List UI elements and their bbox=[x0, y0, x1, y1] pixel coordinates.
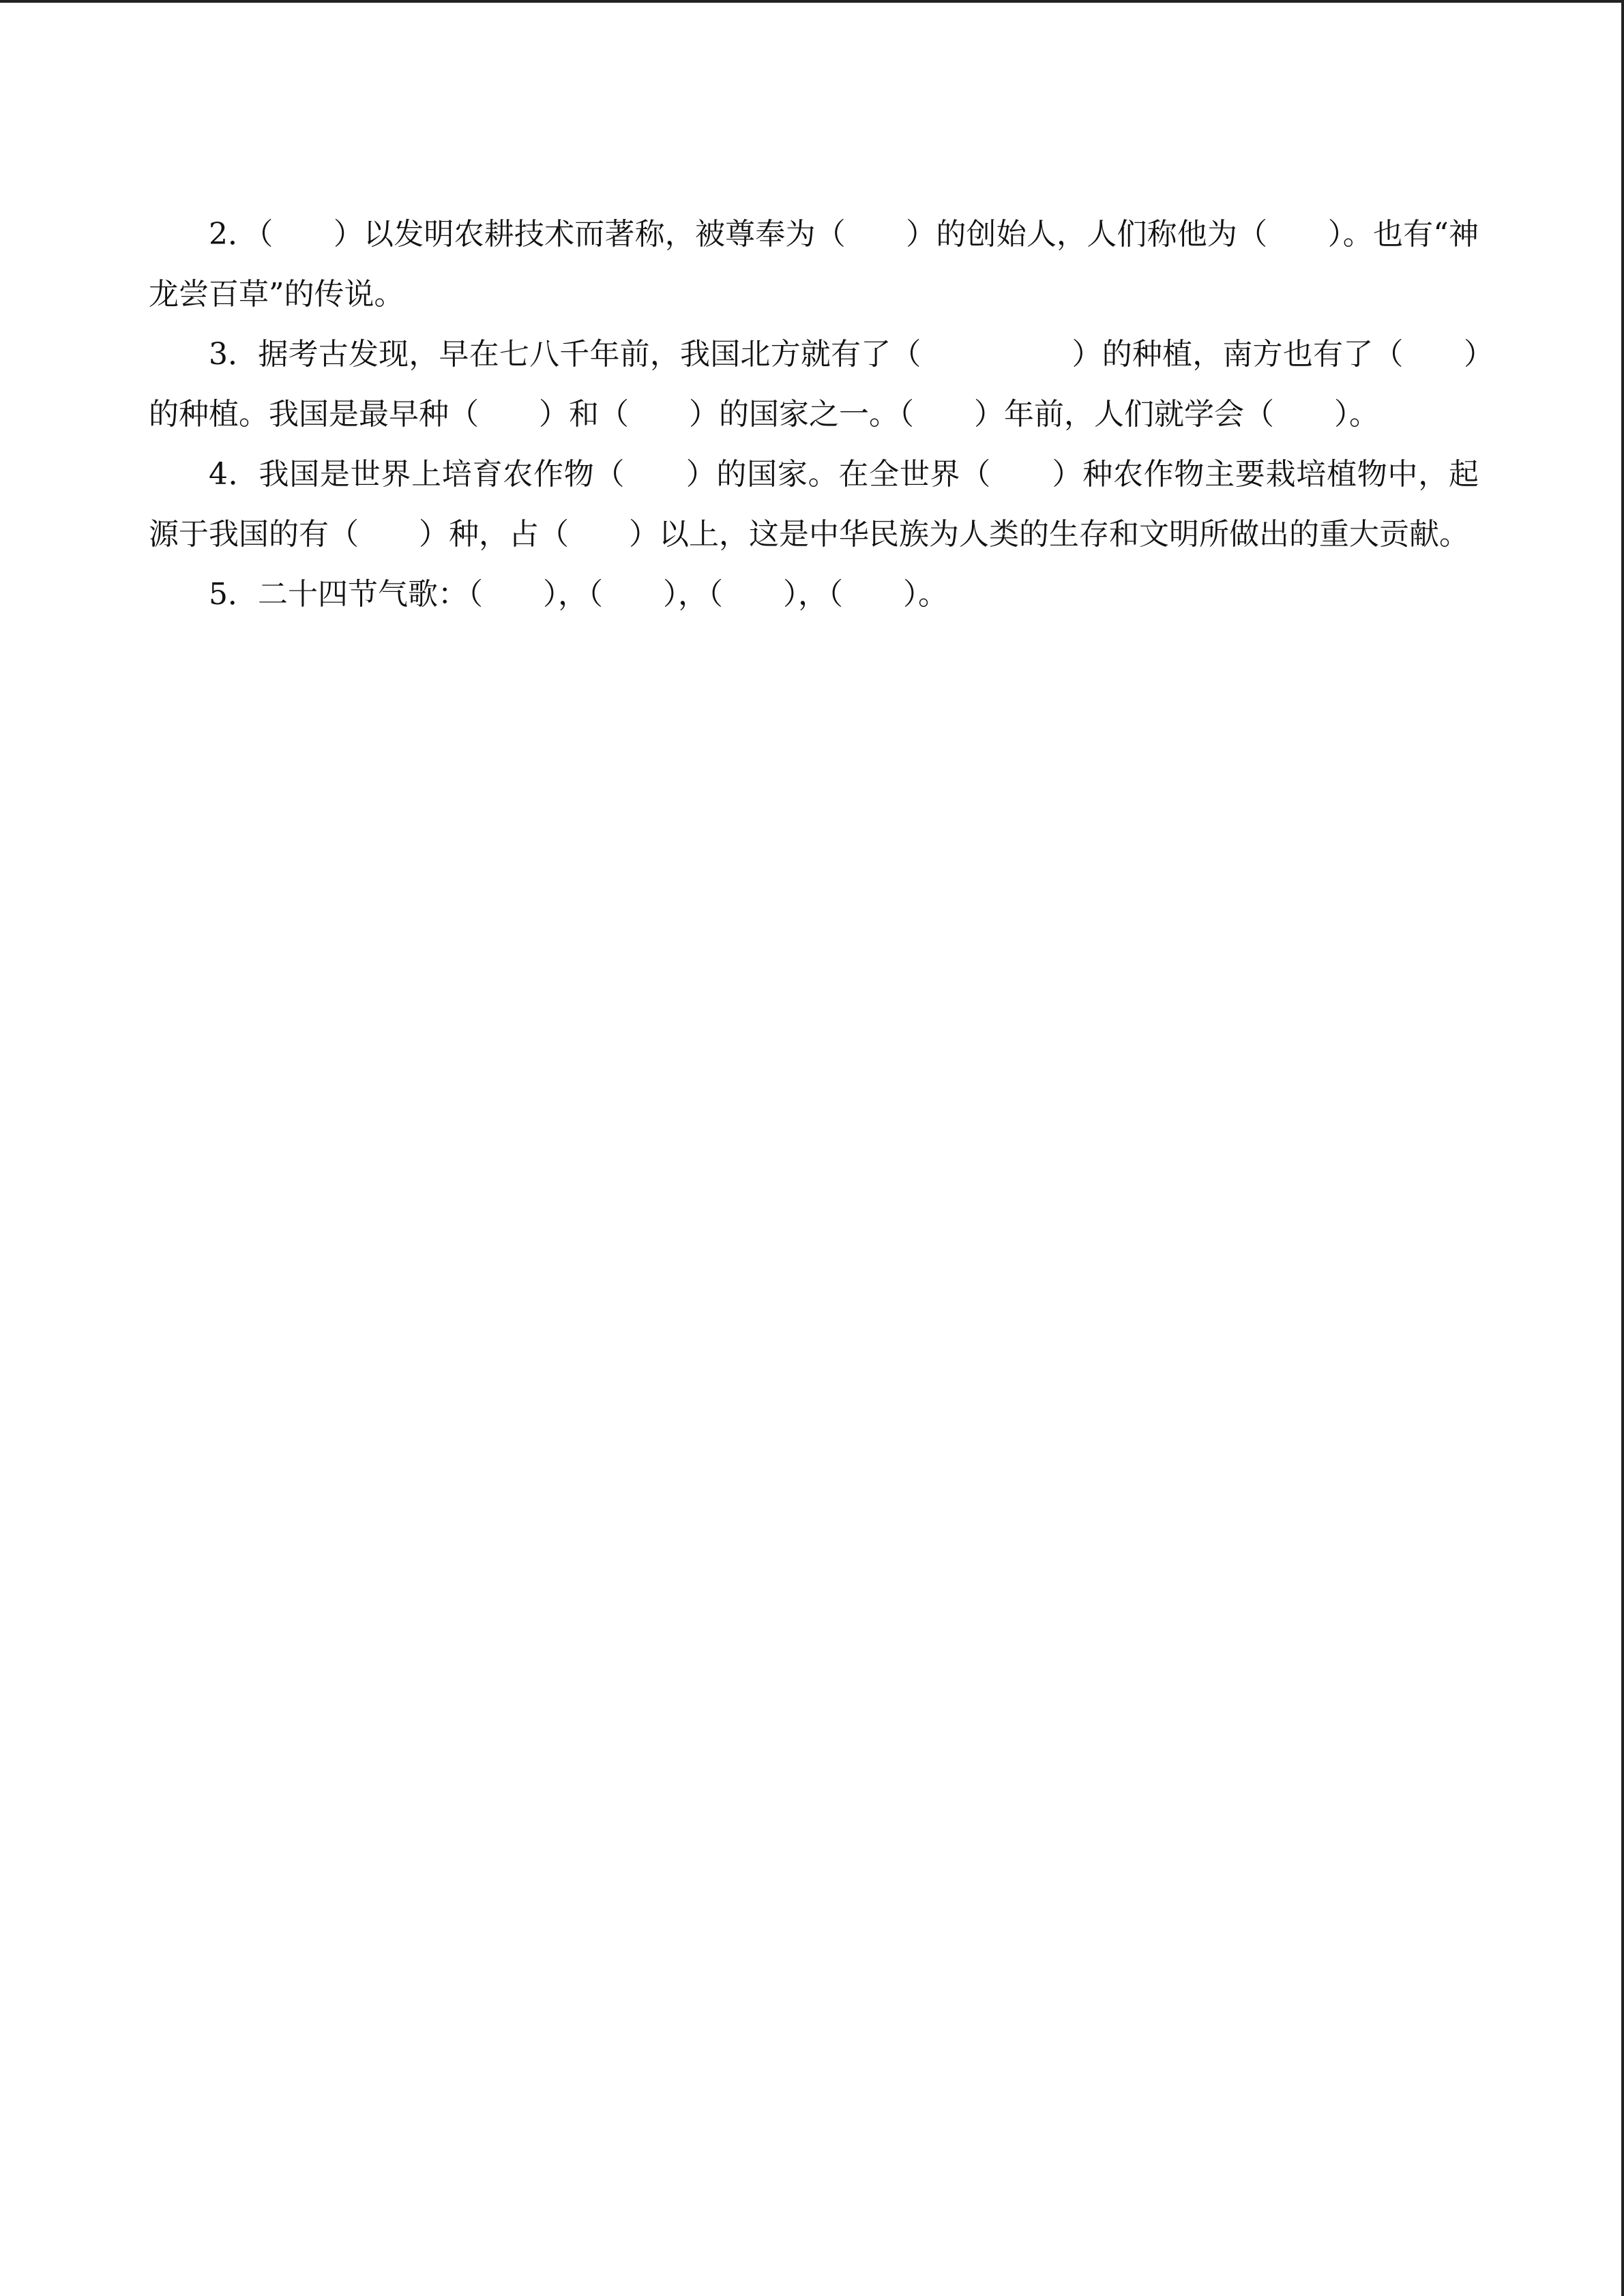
question-4: 4．我国是世界上培育农作物（ ）的国家。在全世界（ ）种农作物主要栽培植物中，起源于我国的有（ ）种，占（ ）以上，这是中华民族为人类的生存和文明所做出的重大贡献。 bbox=[149, 457, 1479, 552]
question-5: 5．二十四节气歌：（ ），（ ），（ ），（ ）。 bbox=[209, 577, 948, 612]
question-3: 3．据考古发现，早在七八千年前，我国北方就有了（ ）的种植，南方也有了（ ）的种植。我国是最早种（ ）和（ ）的国家之一。（ ）年前，人们就学会（ ）。 bbox=[149, 337, 1479, 432]
question-2: 2．（ ）以发明农耕技术而著称，被尊奉为（ ）的创始人，人们称他为（ ）。也有“神龙尝百草”的传说。 bbox=[149, 217, 1479, 312]
worksheet-content bbox=[149, 205, 1479, 625]
